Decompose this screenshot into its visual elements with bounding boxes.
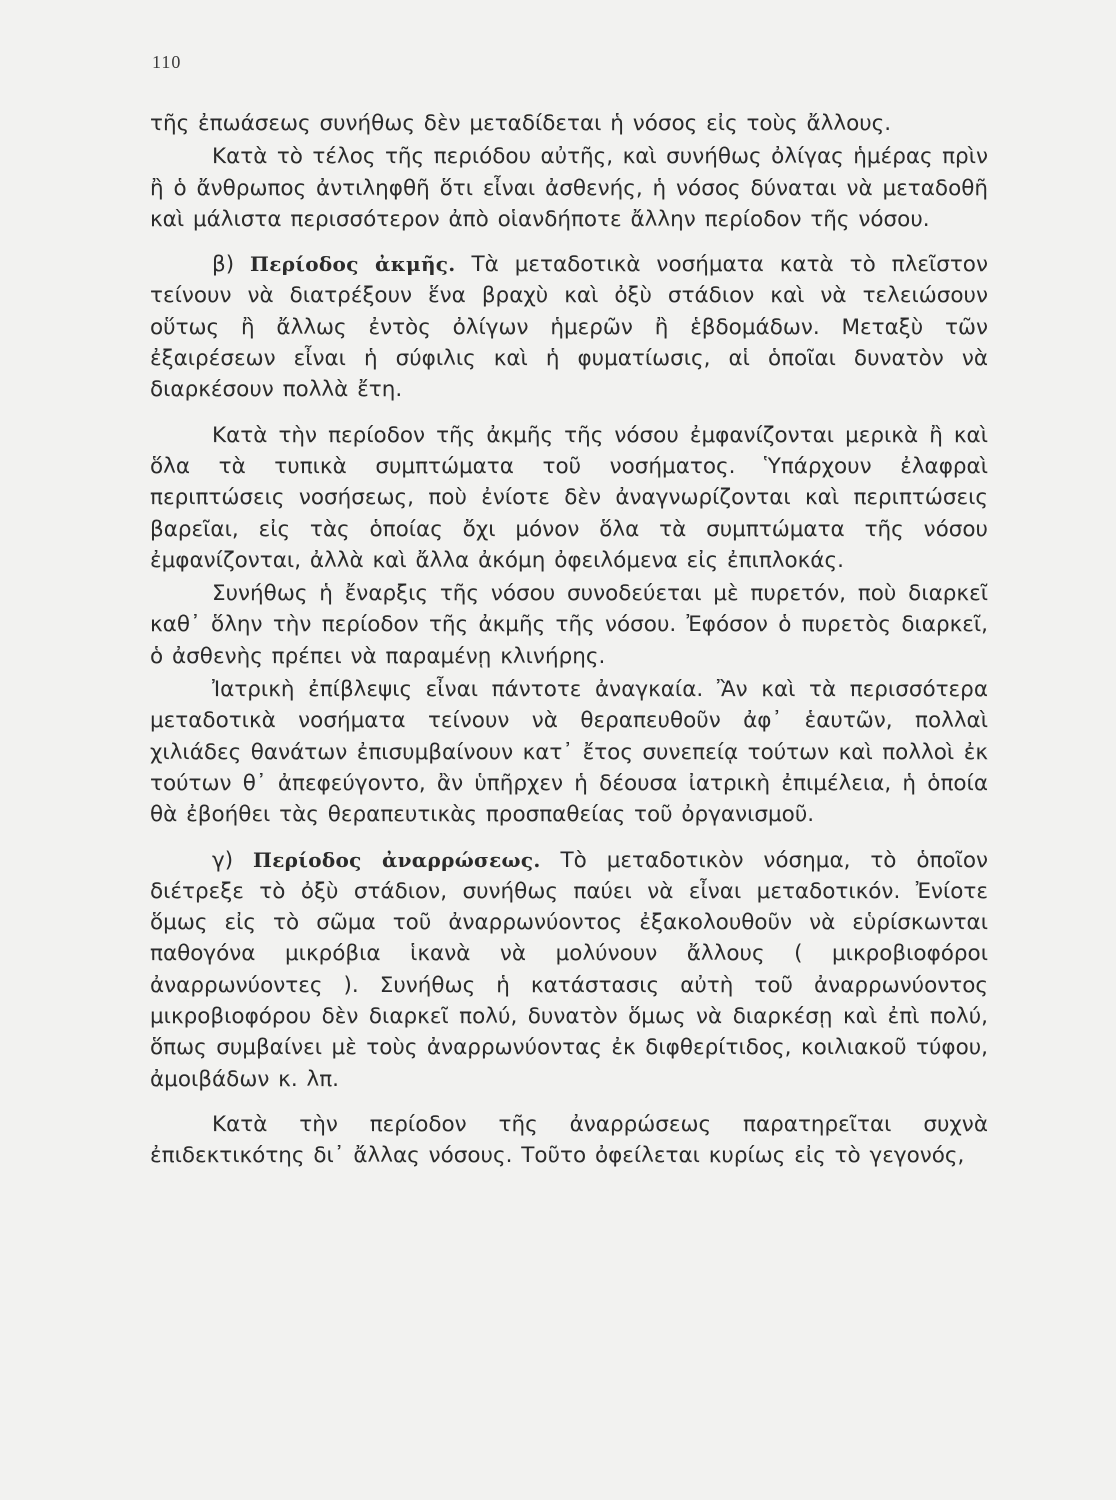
paragraph-medical-supervision: Ἰατρικὴ ἐπίβλεψις εἶναι πάντοτε ἀναγκαία. Ἂν καὶ τὰ περισσότερα μεταδοτικὰ νοσήματα τείνουν νὰ θεραπευθοῦν ἀφ᾽ ἑαυτῶν, πολλαὶ χιλιάδες θανάτων ἐπισυμβαίνουν κατ᾽ ἔτος συνεπείᾳ τούτων καὶ πολλοὶ ἐκ τούτων θ᾽ ἀπεφεύγοντο, ἂν ὑπῆρχεν ἡ δέουσα ἰατρικὴ ἐπιμέλεια, ἡ ὁποία θὰ ἐβοήθει τὰς θεραπευτικὰς προσπαθείας τοῦ ὀργανισμοῦ. [150, 677, 988, 828]
section-peak-period [150, 249, 988, 405]
section-body-peak: Τὰ μεταδοτικὰ νοσήματα κατὰ τὸ πλεῖστον τείνουν νὰ διατρέξουν ἕνα βραχὺ καὶ ὀξὺ στάδιον καὶ νὰ τελειώσουν οὕτως ἢ ἄλλως ἐντὸς ὀλίγων ἡμερῶν ἢ ἑβδομάδων. Μεταξὺ τῶν ἐξαιρέσεων εἶναι ἡ σύφιλις καὶ ἡ φυματίωσις, αἱ ὁποῖαι δυνατὸν νὰ διαρκέσουν πολλὰ ἔτη. [150, 252, 988, 403]
section-label-c: γ) [212, 847, 234, 873]
section-heading-recovery: Περίοδος ἀναρρώσεως. [253, 847, 541, 872]
section-recovery-period [150, 845, 988, 1095]
paragraph-symptoms: Κατὰ τὴν περίοδον τῆς ἀκμῆς τῆς νόσου ἐμφανίζονται μερικὰ ἢ καὶ ὅλα τὰ τυπικὰ συμπτώματα τοῦ νοσήματος. Ὑπάρχουν ἐλαφραὶ περιπτώσεις νοσήσεως, ποὺ ἐνίοτε δὲν ἀναγνωρίζονται καὶ περιπτώσεις βαρεῖαι, εἰς τὰς ὁποίας ὄχι μόνον ὅλα τὰ συμπτώματα τῆς νόσου ἐμφανίζονται, ἀλλὰ καὶ ἄλλα ἀκόμη ὀφειλόμενα εἰς ἐπιπλοκάς. [150, 422, 988, 573]
paragraph-continuation: τῆς ἐπωάσεως συνήθως δὲν μεταδίδεται ἡ νόσος εἰς τοὺς ἄλλους. [150, 111, 892, 136]
body-text [150, 108, 988, 1172]
page-number: 110 [152, 52, 182, 72]
section-label-b: β) [212, 252, 235, 278]
paragraph-end-of-incubation: Κατὰ τὸ τέλος τῆς περιόδου αὐτῆς, καὶ συνήθως ὀλίγας ἡμέρας πρὶν ἢ ὁ ἄνθρωπος ἀντιληφθῆ ὅτι εἶναι ἀσθενής, ἡ νόσος δύναται νὰ μεταδοθῆ καὶ μάλιστα περισσότερον ἀπὸ οἱανδήποτε ἄλλην περίοδον τῆς νόσου. [150, 144, 988, 232]
section-body-recovery: Τὸ μεταδοτικὸν νόσημα, τὸ ὁποῖον διέτρεξε τὸ ὀξὺ στάδιον, συνήθως παύει νὰ εἶναι μεταδοτικόν. Ἐνίοτε ὅμως εἰς τὸ σῶμα τοῦ ἀναρρωνύοντος ἐξακολουθοῦν νὰ εὑρίσκωνται παθογόνα μικρόβια ἱκανὰ νὰ μολύνουν ἄλλους ( μικροβιοφόροι ἀναρρωνύοντες ). Συνήθως ἡ κατάστασις αὐτὴ τοῦ ἀναρρωνύοντος μικροβιοφόρου δὲν διαρκεῖ πολύ, δυνατὸν ὅμως νὰ διαρκέσῃ καὶ ἐπὶ πολύ, ὅπως συμβαίνει μὲ τοὺς ἀναρρωνύοντας ἐκ διφθερίτιδος, κοιλιακοῦ τύφου, ἀμοιβάδων κ. λπ. [150, 847, 989, 1092]
paragraph-fever: Συνήθως ἡ ἔναρξις τῆς νόσου συνοδεύεται μὲ πυρετόν, ποὺ διαρκεῖ καθ᾽ ὅλην τὴν περίοδον τῆς ἀκμῆς τῆς νόσου. Ἐφόσον ὁ πυρετὸς διαρκεῖ, ὁ ἀσθενὴς πρέπει νὰ παραμένῃ κλινήρης. [150, 581, 988, 669]
paragraph-susceptibility: Κατὰ τὴν περίοδον τῆς ἀναρρώσεως παρατηρεῖται συχνὰ ἐπιδεκτικότης δι᾽ ἄλλας νόσους. Τοῦτο ὀφείλεται κυρίως εἰς τὸ γεγονός, [150, 1111, 988, 1169]
section-heading-peak: Περίοδος ἀκμῆς. [250, 252, 456, 277]
